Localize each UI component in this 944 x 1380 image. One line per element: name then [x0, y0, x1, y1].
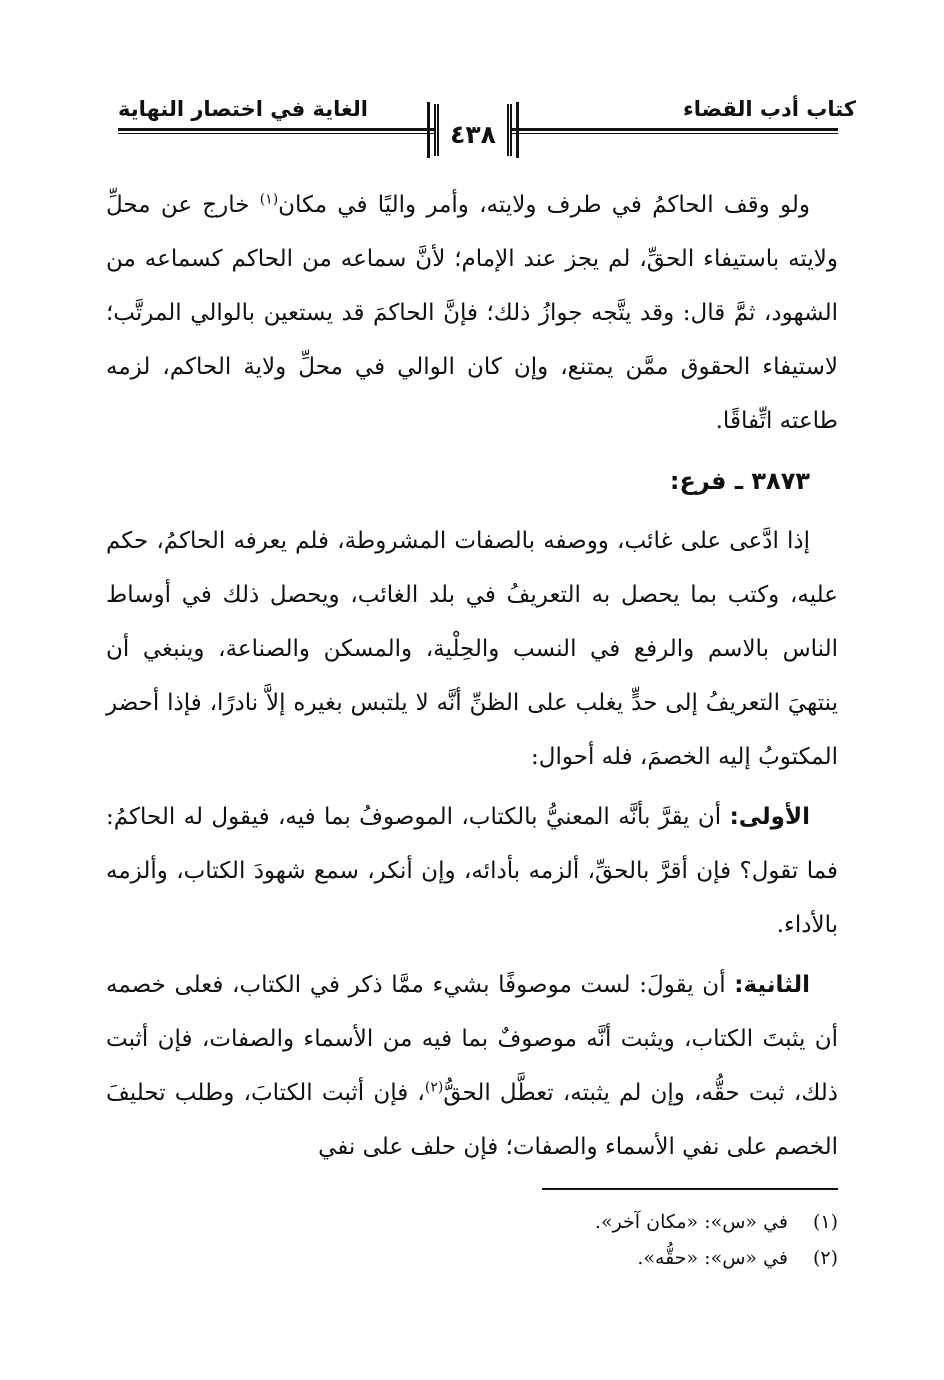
header-rule-right [512, 128, 838, 131]
main-text [106, 178, 838, 1174]
header-rule-right-thin [512, 133, 838, 134]
footnote-number: (١) [812, 1211, 838, 1233]
footnote-1 [595, 1204, 838, 1240]
paragraph-1 [106, 178, 838, 448]
paragraph-4-text-b: ، فإن أثبت الكتابَ، وطلب تحليفَ الخصم على نفي الأسماء والصفات؛ فإن حلف على نفي [106, 1080, 838, 1160]
paragraph-2: إذا ادَّعى على غائب، ووصفه بالصفات المشروطة، فلم يعرفه الحاكمُ، حكم عليه، وكتب بما يحصل به التعريفُ في بلد الغائب، ويحصل ذلك في أوساط الناس بالاسم والرفع في النسب والحِلْية، والمسكن والصناعة، وينبغي أن ينتهيَ التعريفُ إلى حدٍّ يغلب على الظنِّ أنَّه لا يلتبس بغيره إلاَّ نادرًا، فإذا أحضر المكتوبُ إليه الخصمَ، فله أحوال: [106, 528, 838, 770]
footnote-text: في «س»: «حقُّه». [637, 1247, 788, 1269]
page-number-frame [434, 104, 512, 156]
section-heading: ٣٨٧٣ ـ فرع: [669, 467, 810, 495]
paragraph-4 [106, 958, 838, 1174]
frame-bar-left [427, 102, 430, 158]
paragraph-1-text-a: ولو وقف الحاكمُ في طرف ولايته، وأمر واليًا في مكان [278, 192, 810, 218]
footnote-text: في «س»: «مكان آخر». [594, 1211, 788, 1233]
frame-bar-right [516, 102, 519, 158]
paragraph-1-text-b: خارج عن محلِّ ولايته باستيفاء الحقِّ، لم يجز عند الإمام؛ لأنَّ سماعه من الحاكم كسماعه من الشهود، ثمَّ قال: وقد يتَّجه جوازُ ذلك؛ فإنَّ الحاكمَ قد يستعين بالوالي المرتَّب؛ لاستيفاء الحقوق ممَّن يمتنع، وإن كان الوالي في محلِّ ولاية الحاكم، لزمه طاعته اتِّفاقًا. [106, 192, 838, 434]
footnote-separator [542, 1188, 838, 1190]
footnote-number: (٢) [812, 1247, 838, 1269]
footnote-ref-2: (٢) [424, 1079, 444, 1096]
paragraph-4-text-a: أن يقولَ: لست موصوفًا بشيء ممَّا ذكر في الكتاب، فعلى خصمه أن يثبتَ الكتاب، ويثبت أنَّه موصوفٌ بما فيه من الأسماء والصفات، فإن أثبت ذلك، ثبت حقُّه، وإن لم يثبته، تعطَّل الحقُّ [106, 972, 838, 1106]
footnote-ref-1: (١) [259, 191, 279, 208]
footnotes [595, 1204, 838, 1276]
case-label-first: الأولى: [729, 804, 810, 830]
paragraph-3 [106, 790, 838, 952]
footnote-2 [595, 1240, 838, 1276]
book-title: الغاية في اختصار النهاية [118, 97, 368, 121]
case-label-second: الثانية: [734, 972, 810, 998]
header-rule-left [118, 128, 434, 131]
paragraph-3-text: أن يقرَّ بأنَّه المعنيُّ بالكتاب، الموصوفُ بما فيه، فيقول له الحاكمُ: فما تقول؟ فإن أقرَّ بالحقِّ، ألزمه بأدائه، وإن أنكر، سمع شهودَ الكتاب، وألزمه بالأداء. [106, 804, 838, 938]
page-number: ٤٣٨ [450, 120, 496, 149]
header-rule-left-thin [118, 133, 434, 134]
chapter-title: كتاب أدب القضاء [683, 97, 856, 121]
